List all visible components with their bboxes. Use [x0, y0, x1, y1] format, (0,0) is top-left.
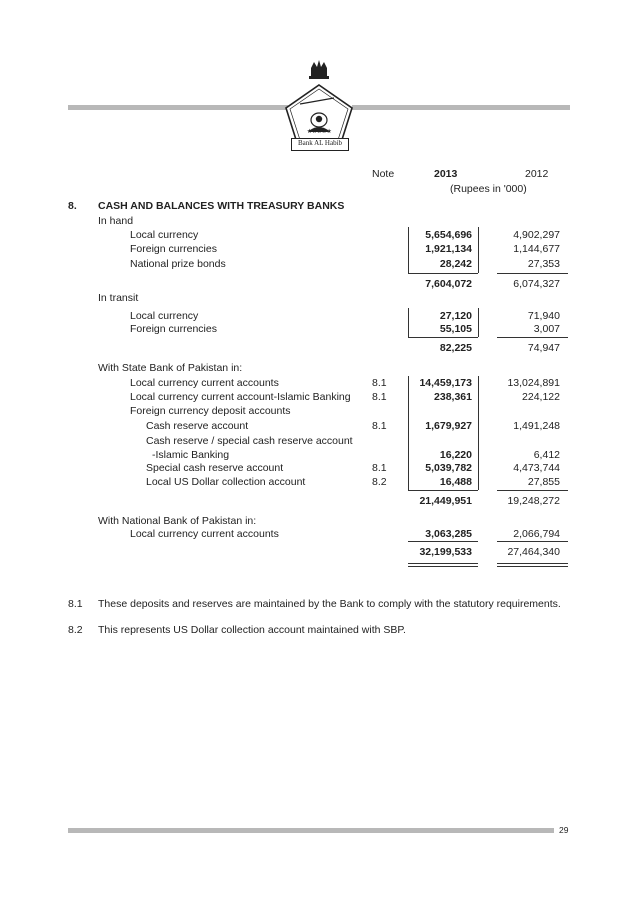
double-rule-2013-b	[408, 566, 478, 567]
nbp-label: With National Bank of Pakistan in:	[98, 515, 257, 527]
row-value-2012: 1,491,248	[513, 420, 560, 432]
row-value-2013: 238,361	[434, 391, 472, 403]
page-number: 29	[559, 825, 569, 835]
row-label: -Islamic Banking	[152, 449, 230, 461]
logo-text: Bank AL Habib	[291, 138, 349, 151]
row-label: Special cash reserve account	[146, 462, 284, 474]
row-value-2012: 71,940	[527, 310, 560, 322]
row-label: Local currency current accounts	[130, 377, 279, 389]
row-value-2012: 2,066,794	[513, 528, 560, 540]
row-value-2013: 5,039,782	[425, 462, 472, 474]
in-hand-label: In hand	[98, 215, 134, 227]
note-text: This represents US Dollar collection account maintained with SBP.	[98, 624, 406, 636]
row-note: 8.1	[372, 391, 387, 403]
row-value-2013: 16,220	[439, 449, 472, 461]
row-value-2013: 1,679,927	[425, 420, 472, 432]
row-label: Local currency current account-Islamic Banking	[130, 391, 351, 403]
row-label: Foreign currencies	[130, 243, 217, 255]
in-transit-total-2013: 82,225	[439, 342, 472, 354]
unit-header: (Rupees in '000)	[450, 183, 527, 195]
year-2012-header: 2012	[525, 168, 549, 180]
row-label: Local currency	[130, 229, 199, 241]
rule-nbp-2013	[408, 541, 478, 542]
in-hand-total-2012: 6,074,327	[513, 278, 560, 290]
rule-sbp-2012	[497, 490, 568, 491]
row-value-2012: 13,024,891	[507, 377, 560, 389]
row-label: Local currency current accounts	[130, 528, 279, 540]
row-value-2013: 3,063,285	[425, 528, 472, 540]
row-value-2012: 1,144,677	[513, 243, 560, 255]
note-number: 8.1	[68, 598, 83, 610]
in-hand-total-2013: 7,604,072	[425, 278, 472, 290]
rule-in-hand-2012	[497, 273, 568, 274]
row-value-2013: 14,459,173	[419, 377, 472, 389]
double-rule-2012-a	[497, 563, 568, 564]
note-number: 8.2	[68, 624, 83, 636]
row-value-2013: 55,105	[439, 323, 472, 335]
section-number: 8.	[68, 200, 77, 212]
rule-in-hand-2013	[408, 273, 478, 274]
logo-stars: ★★★★★	[306, 129, 332, 135]
year-2013-header: 2013	[434, 168, 458, 180]
row-note: 8.1	[372, 420, 387, 432]
sbp-total-2012: 19,248,272	[507, 495, 560, 507]
sbp-label: With State Bank of Pakistan in:	[98, 362, 243, 374]
bank-logo	[278, 60, 360, 154]
double-rule-2012-b	[497, 566, 568, 567]
rule-transit-2013	[408, 337, 478, 338]
grand-total-2012: 27,464,340	[507, 546, 560, 558]
row-label: Foreign currencies	[130, 323, 217, 335]
row-value-2013: 5,654,696	[425, 229, 472, 241]
row-label: Cash reserve account	[146, 420, 249, 432]
row-label: Foreign currency deposit accounts	[130, 405, 291, 417]
note-column-header: Note	[372, 168, 395, 180]
in-transit-label: In transit	[98, 292, 139, 304]
row-label: Local currency	[130, 310, 199, 322]
row-value-2012: 3,007	[533, 323, 560, 335]
row-value-2013: 16,488	[439, 476, 472, 488]
row-value-2013: 1,921,134	[425, 243, 472, 255]
rule-nbp-2012	[497, 541, 568, 542]
header-rule-left	[68, 105, 288, 110]
rule-sbp-2013	[408, 490, 478, 491]
double-rule-2013-a	[408, 563, 478, 564]
row-note: 8.2	[372, 476, 387, 488]
rule-transit-2012	[497, 337, 568, 338]
in-transit-total-2012: 74,947	[527, 342, 560, 354]
row-value-2012: 27,855	[527, 476, 560, 488]
row-note: 8.1	[372, 462, 387, 474]
section-title: CASH AND BALANCES WITH TREASURY BANKS	[98, 200, 345, 212]
row-value-2013: 27,120	[439, 310, 472, 322]
row-label: Local US Dollar collection account	[146, 476, 306, 488]
footer-rule	[68, 828, 554, 833]
row-value-2012: 224,122	[522, 391, 560, 403]
row-label: National prize bonds	[130, 258, 226, 270]
note-text: These deposits and reserves are maintained by the Bank to comply with the statutory requirements.	[98, 598, 561, 610]
sbp-total-2013: 21,449,951	[419, 495, 472, 507]
row-label: Cash reserve / special cash reserve account	[146, 435, 353, 447]
header-rule-right	[352, 105, 570, 110]
row-value-2012: 6,412	[533, 449, 560, 461]
row-value-2012: 4,902,297	[513, 229, 560, 241]
row-value-2012: 27,353	[527, 258, 560, 270]
row-note: 8.1	[372, 377, 387, 389]
grand-total-2013: 32,199,533	[419, 546, 472, 558]
row-value-2012: 4,473,744	[513, 462, 560, 474]
row-value-2013: 28,242	[439, 258, 472, 270]
